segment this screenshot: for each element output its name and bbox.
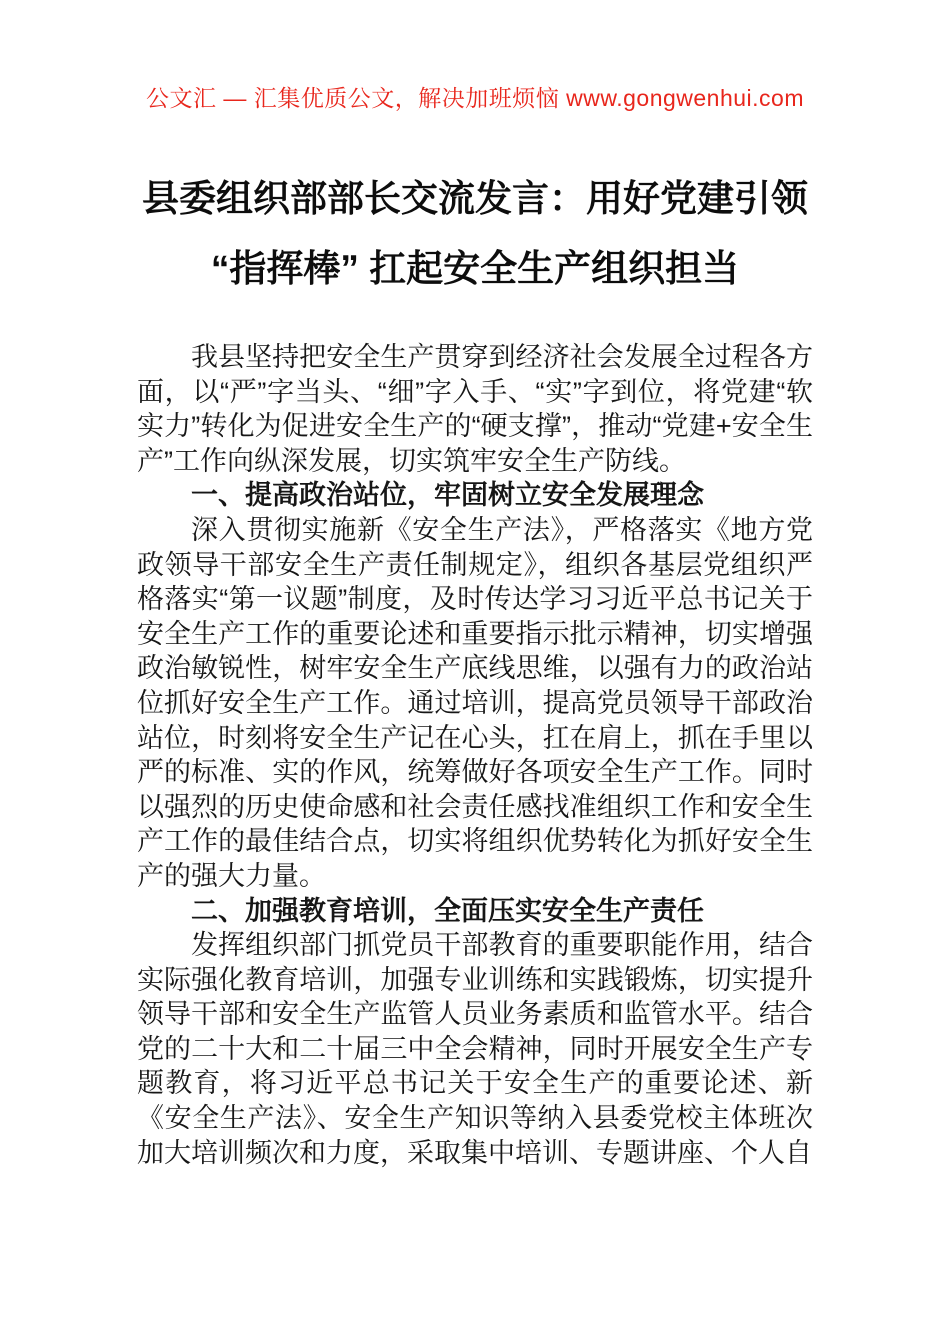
- document-title-line-2: “指挥棒” 扛起安全生产组织担当: [210, 248, 740, 289]
- site-promo-banner: 公文汇 — 汇集优质公文，解决加班烦恼 www.gongwenhui.com: [145, 85, 804, 111]
- section-heading: 一、提高政治站位，牢固树立安全发展理念: [191, 480, 704, 511]
- paragraph: 发挥组织部门抓党员干部教育的重要职能作用，结合实际强化教育培训，加强专业训练和实践锻炼，切实提升领导干部和安全生产监管人员业务素质和监管水平。结合党的二十大和二十届三中全会精神，同时开展安全生产专题教育，将习近平总书记关于安全生产的重要论述、新《安全生产法》、安全生产知识等纳入县委党校主体班次加大培训频次和力度，采取集中培训、专题讲座、个人自: [137, 930, 813, 1168]
- document-title: [0, 164, 950, 304]
- document-body: [137, 340, 813, 1170]
- paragraph: 深入贯彻实施新《安全生产法》，严格落实《地方党政领导干部安全生产责任制规定》，组织各基层党组织严格落实“第一议题”制度，及时传达学习习近平总书记关于安全生产工作的重要论述和重要指示批示精神，切实增强政治敏锐性，树牢安全生产底线思维，以强有力的政治站位抓好安全生产工作。通过培训，提高党员领导干部政治站位，时刻将安全生产记在心头，扛在肩上，抓在手里以严的标准、实的作风，统筹做好各项安全生产工作。同时以强烈的历史使命感和社会责任感找准组织工作和安全生产工作的最佳结合点，切实将组织优势转化为抓好安全生产的强大力量。: [137, 514, 813, 891]
- paragraph: 我县坚持把安全生产贯穿到经济社会发展全过程各方面，以“严”字当头、“细”字入手、“实”字到位，将党建“软实力”转化为促进安全生产的“硬支撑”，推动“党建+安全生产”工作向纵深发展，切实筑牢安全生产防线。: [137, 342, 813, 476]
- section-heading: 二、加强教育培训，全面压实安全生产责任: [191, 895, 704, 926]
- document-title-line-1: 县委组织部部长交流发言：用好党建引领: [142, 178, 808, 219]
